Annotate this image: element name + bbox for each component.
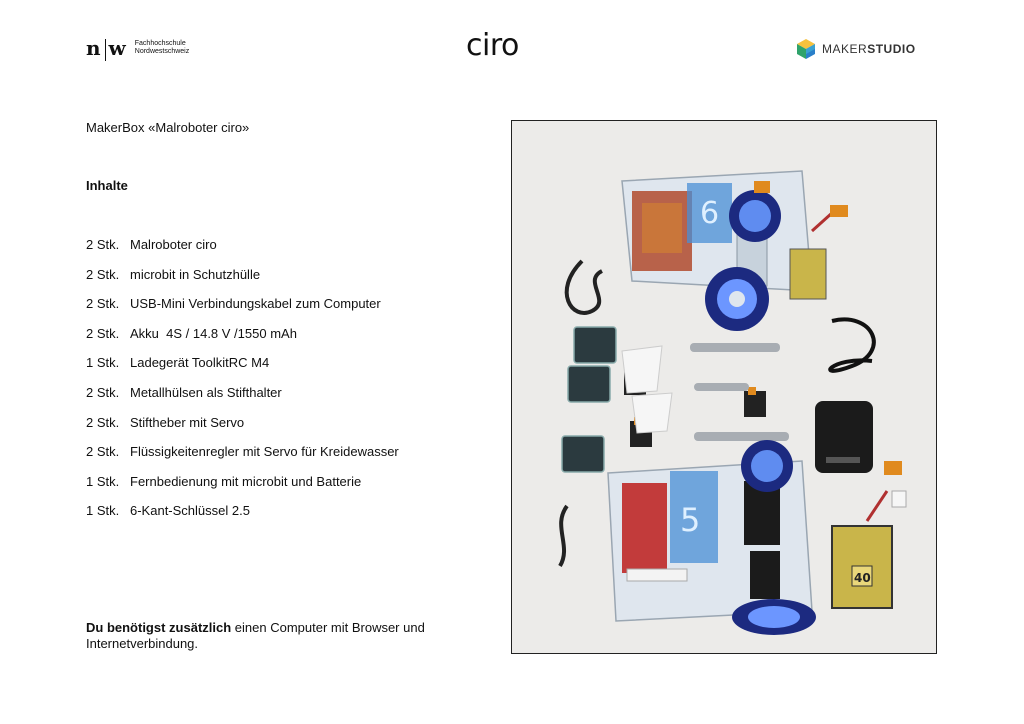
fhnw-logo-mark: n w <box>86 36 127 60</box>
section-heading: Inhalte <box>86 178 128 193</box>
robot-top-number: 6 <box>700 196 720 231</box>
robot-bottom-number: 5 <box>680 501 701 539</box>
list-item: 1 Stk. Ladegerät ToolkitRC M4 <box>86 355 270 371</box>
battery-label: 40 <box>854 571 871 585</box>
kit-contents-illustration <box>512 121 936 653</box>
list-item: 2 Stk. USB-Mini Verbindungskabel zum Computer <box>86 296 381 312</box>
ciro-logo: ciro <box>466 28 519 63</box>
fhnw-logo-text: Fachhochschule Nordwestschweiz <box>134 40 190 56</box>
list-item: 2 Stk. Stiftheber mit Servo <box>86 414 245 430</box>
makerstudio-logo <box>796 38 916 60</box>
fhnw-logo <box>86 36 189 61</box>
list-item: 2 Stk. Metallhülsen als Stifthalter <box>86 384 282 400</box>
page-header <box>0 0 1024 100</box>
requirement-note: Du benötigst zusätzlich einen Computer mit Browser und Internetverbindung. <box>86 620 425 651</box>
list-item: 2 Stk. Flüssigkeitenregler mit Servo für Kreidewasser <box>86 444 399 460</box>
list-item: 2 Stk. microbit in Schutzhülle <box>86 266 261 282</box>
product-photo <box>511 120 937 654</box>
list-item: 1 Stk. 6-Kant-Schlüssel 2.5 <box>86 503 250 519</box>
contents-list <box>86 237 399 533</box>
list-item: 2 Stk. Malroboter ciro <box>86 237 217 252</box>
list-item: 2 Stk. Akku 4S / 14.8 V /1550 mAh <box>86 325 297 341</box>
document-title: MakerBox «Malroboter ciro» <box>86 120 250 135</box>
makerstudio-wordmark: MAKERSTUDIO <box>822 42 916 56</box>
charger <box>815 401 873 473</box>
makerstudio-cube-icon <box>796 38 816 60</box>
list-item: 1 Stk. Fernbedienung mit microbit und Batterie <box>86 473 362 489</box>
